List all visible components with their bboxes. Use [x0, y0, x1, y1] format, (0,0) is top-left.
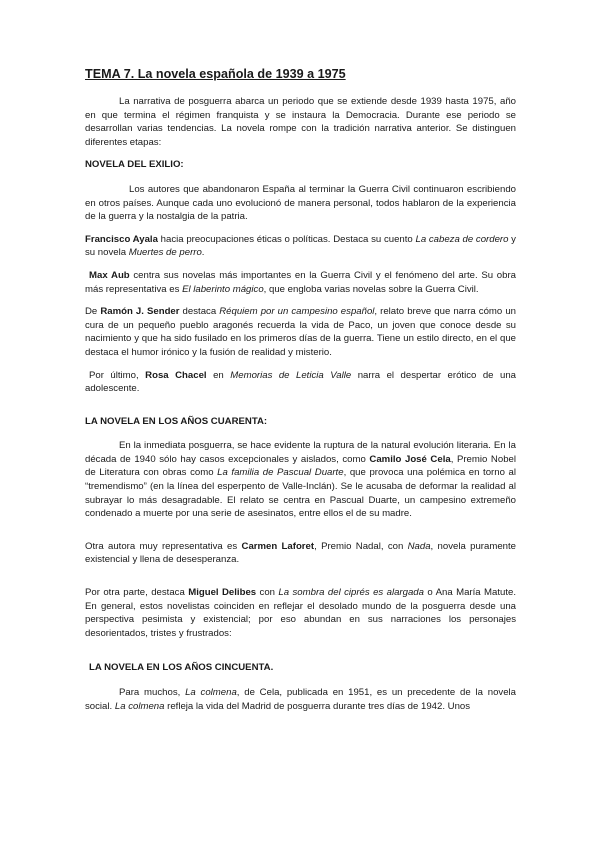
- work-title: Réquiem por un campesino español: [219, 306, 375, 318]
- paragraph-text: , de Cela, publicada en 1951, es un precedente de la novela social.: [85, 687, 516, 712]
- author-name: Max Aub: [89, 269, 130, 281]
- section-heading-exilio: NOVELA DEL EXILIO:: [85, 159, 184, 171]
- work-title: La familia de Pascual Duarte: [217, 467, 344, 479]
- chacel-paragraph: [85, 369, 516, 396]
- paragraph-text: , Premio Nadal, con: [314, 540, 408, 552]
- paragraph-text: , que provoca una polémica en torno al “tremendismo” (en la línea del esperpento de Valle-Inclán). Se le acusaba de deformar la realidad al subrayar lo más desagradable. El relato se centra en Pascual Duarte, un campesino extremeño condenado a muerte por una serie de asesinatos, entre ellos el de su madre.: [85, 467, 516, 520]
- aub-paragraph: [85, 269, 516, 296]
- paragraph-text: Para muchos,: [119, 687, 186, 698]
- paragraph-text: , relato breve que narra cómo un cura de un pequeño pueblo aragonés recuerda la vida de Paco, un joven que conoce desde su nacimiento y que ha sido fusilado en los primeros días de la guerra. Tiene un estilo directo, en el que destaca el humor irónico y la fusión de realidad y misterio.: [85, 306, 516, 358]
- page-title: TEMA 7. La novela española de 1939 a 1975: [85, 67, 346, 81]
- paragraph-text: , Premio Nobel de Literatura con obras como: [85, 453, 516, 479]
- spacer: [85, 530, 516, 540]
- author-name: Carmen Laforet: [241, 540, 315, 552]
- work-title: La sombra del ciprés es alargada: [278, 587, 424, 599]
- author-name: Camilo José Cela: [369, 453, 451, 465]
- paragraph-text: .: [201, 247, 205, 259]
- paragraph-text: En la inmediata posguerra, se hace evidente la ruptura de la natural evolución literaria. En la década de 1940 sólo hay casos excepcionales y aislados, como: [85, 440, 516, 465]
- paragraph-text: Otra autora muy representativa es: [85, 540, 242, 552]
- paragraph-text: refleja la vida del Madrid de posguerra durante tres días de 1942. Unos: [164, 700, 471, 712]
- paragraph-text: y su novela: [85, 233, 516, 259]
- author-name: Ramón J. Sender: [100, 306, 180, 318]
- cuarenta-paragraph: [85, 439, 516, 521]
- work-title: Muertes de perro: [128, 247, 202, 259]
- paragraph-text: Por último,: [89, 369, 146, 381]
- spacer: [85, 405, 516, 415]
- author-name: Miguel Delibes: [188, 587, 257, 599]
- paragraph-text: Por otra parte, destaca: [85, 587, 189, 599]
- work-title: El laberinto mágico: [182, 283, 264, 295]
- section-heading-cincuenta: LA NOVELA EN LOS AÑOS CINCUENTA.: [89, 662, 274, 674]
- work-title: Memorias de Leticia Valle: [230, 369, 352, 381]
- paragraph-text: o Ana María Matute. En general, estos novelistas coinciden en reflejar el desolado mundo de la posguerra desde una perspectiva pesimista y existencial; por eso abundan en sus narraciones los personajes desorientados, tristes y frustrados:: [85, 587, 516, 639]
- author-name: Francisco Ayala: [85, 233, 158, 245]
- paragraph-text: , que engloba varias novelas sobre la Guerra Civil.: [263, 283, 479, 295]
- cincuenta-paragraph: [85, 686, 516, 713]
- delibes-paragraph: [85, 586, 516, 640]
- paragraph-text: , novela puramente existencial y llena de desesperanza.: [85, 540, 516, 566]
- paragraph-text: De: [85, 306, 101, 318]
- author-name: Rosa Chacel: [145, 369, 207, 381]
- paragraph-text: destaca: [179, 306, 220, 318]
- work-title: Nada: [407, 540, 431, 552]
- exilio-paragraph: Los autores que abandonaron España al terminar la Guerra Civil continuaron escribiendo en otros países. Aunque cada uno evolucionó de manera personal, todos hablaron de la experiencia de la guerra y la nostalgia de la patria.: [85, 183, 516, 223]
- paragraph-text: en: [206, 369, 231, 381]
- section-heading-cuarenta: LA NOVELA EN LOS AÑOS CUARENTA:: [85, 415, 268, 427]
- ayala-paragraph: [85, 233, 516, 260]
- intro-paragraph: La narrativa de posguerra abarca un periodo que se extiende desde 1939 hasta 1975, año en que termina el régimen franquista y se instaura la Democracia. Durante ese periodo se desarrollan varias tendencias. La novela rompe con la tradición narrativa anterior. Se distinguen diferentes etapas:: [85, 96, 516, 148]
- paragraph-text: narra el despertar erótico de una adolescente.: [85, 369, 517, 395]
- paragraph-text: con: [256, 587, 279, 599]
- work-title: La cabeza de cordero: [415, 233, 509, 245]
- work-title: La colmena: [114, 700, 165, 712]
- spacer: [85, 576, 516, 586]
- paragraph-text: centra sus novelas más importantes en la Guerra Civil y el fenómeno del arte. Su obra más representativa es: [85, 269, 516, 295]
- work-title: La colmena: [185, 687, 237, 698]
- paragraph-text: hacia preocupaciones éticas o políticas. Destaca su cuento: [157, 233, 416, 245]
- sender-paragraph: [85, 305, 516, 359]
- laforet-paragraph: [85, 540, 516, 567]
- spacer: [85, 649, 516, 661]
